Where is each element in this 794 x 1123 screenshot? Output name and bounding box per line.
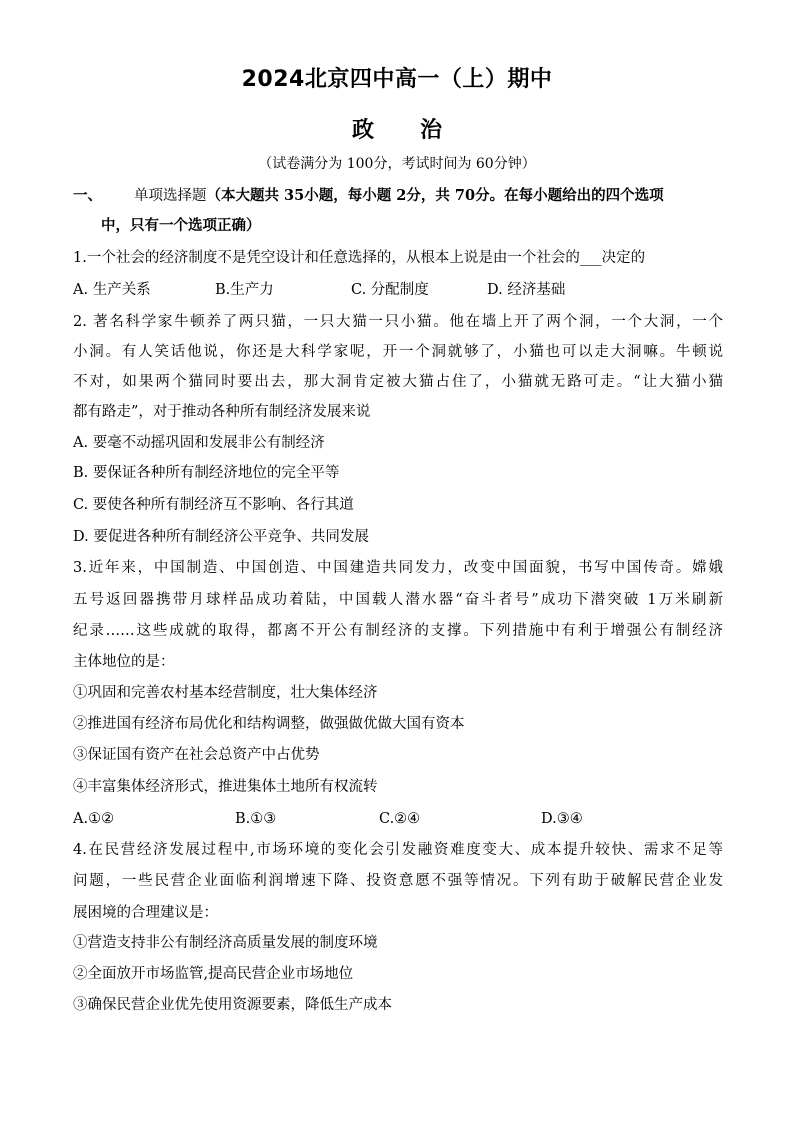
- question-3-stem-line: 纪录……这些成就的取得，都离不开公有制经济的支撑。下列措施中有利于增强公有制经济: [73, 623, 723, 639]
- question-2-option-c: C. 要使各种所有制经济互不影响、各行其道: [73, 497, 354, 513]
- question-1-options: [73, 280, 723, 300]
- question-3-option-b: B.①③: [235, 811, 277, 827]
- section-heading: [73, 186, 723, 206]
- question-4-stem-line: 展困境的合理建议是：: [73, 905, 218, 921]
- question-3-stem-line: 五号返回器携带月球样品成功着陆，中国载人潜水器“奋斗者号”成功下潜突破 1万米刷新: [73, 592, 723, 608]
- question-3-options: [73, 809, 723, 829]
- exam-subject: 政治: [351, 118, 488, 143]
- question-1-option-b: B.生产力: [215, 282, 274, 298]
- section-name: 单项选择题: [134, 188, 207, 204]
- question-3-stem-line: 3.近年来，中国制造、中国创造、中国建造共同发力，改变中国面貌，书写中国传奇。嫦娥: [73, 560, 723, 576]
- exam-note: （试卷满分为 100分，考试时间为 60分钟）: [258, 156, 536, 172]
- question-1-option-c: C. 分配制度: [351, 282, 429, 298]
- question-2-stem-line: 不对，如果两个猫同时要出去，那大洞肯定被大猫占住了，小猫就无路可走。“让大猫小猫: [73, 374, 723, 390]
- question-2-stem-line: 都有路走”，对于推动各种所有制经济发展来说: [73, 404, 371, 420]
- question-3-item-3: ③保证国有资产在社会总资产中占优势: [73, 747, 320, 763]
- question-3-item-2: ②推进国有经济布局优化和结构调整，做强做优做大国有资本: [73, 716, 465, 732]
- question-4-item-3: ③确保民营企业优先使用资源要素，降低生产成本: [73, 997, 392, 1013]
- question-3-option-d: D.③④: [541, 811, 583, 827]
- question-3-option-a: A.①②: [73, 811, 115, 827]
- question-1-option-a: A. 生产关系: [73, 282, 151, 298]
- question-2-stem-line: 小洞。有人笑话他说，你还是大科学家呢，开一个洞就够了，小猫也可以走大洞嘛。牛顿说: [73, 344, 723, 360]
- question-4-item-1: ①营造支持非公有制经济高质量发展的制度环境: [73, 935, 378, 951]
- question-2-stem-line: 2. 著名科学家牛顿养了两只猫，一只大猫一只小猫。他在墙上开了两个洞，一个大洞，一个: [73, 314, 723, 330]
- question-3-item-4: ④丰富集体经济形式，推进集体土地所有权流转: [73, 779, 378, 795]
- question-2-option-a: A. 要毫不动摇巩固和发展非公有制经济: [73, 435, 325, 451]
- question-4-stem-line: 问题，一些民营企业面临利润增速下降、投资意愿不强等情况。下列有助于破解民营企业发: [73, 873, 723, 889]
- question-3-item-1: ①巩固和完善农村基本经营制度，壮大集体经济: [73, 685, 378, 701]
- question-1-stem: 1.一个社会的经济制度不是凭空设计和任意选择的，从根本上说是由一个社会的___决定的: [73, 250, 646, 266]
- question-1-option-d: D. 经济基础: [487, 282, 566, 298]
- question-3-stem-line: 主体地位的是：: [73, 654, 175, 670]
- question-4-item-2: ②全面放开市场监管,提高民营企业市场地位: [73, 966, 354, 982]
- section-number: 一、: [73, 187, 102, 204]
- question-3-option-c: C.②④: [379, 811, 421, 827]
- question-2-option-d: D. 要促进各种所有制经济公平竞争、共同发展: [73, 529, 369, 545]
- question-4-stem-line: 4.在民营经济发展过程中,市场环境的变化会引发融资难度变大、成本提升较快、需求不足等: [73, 842, 723, 858]
- section-instruction: （本大题共 35小题，每小题 2分，共 70分。在每小题给出的四个选项: [206, 187, 664, 204]
- section-instruction-cont: 中，只有一个选项正确）: [101, 217, 261, 234]
- question-2-option-b: B. 要保证各种所有制经济地位的完全平等: [73, 465, 340, 481]
- exam-title: 2024北京四中高一（上）期中: [241, 67, 553, 92]
